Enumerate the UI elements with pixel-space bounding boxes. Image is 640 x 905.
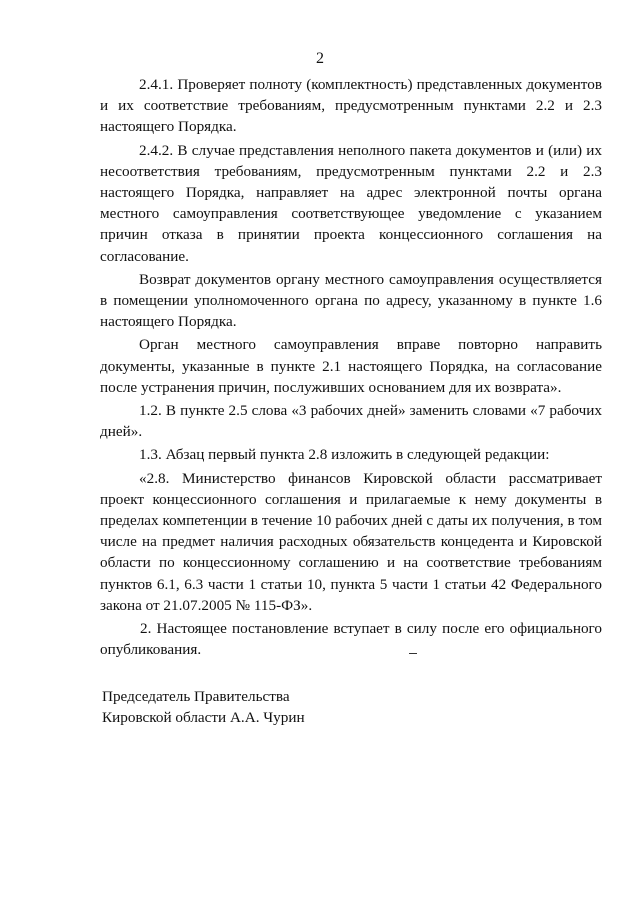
paragraph-2-effective: 2. Настоящее постановление вступает в силу после его официального опубликования. [100, 620, 602, 659]
paragraph-1-2: 1.2. В пункте 2.5 слова «3 рабочих дней» заменить словами «7 рабочих дней». [100, 402, 602, 441]
page-number: 2 [316, 50, 324, 67]
document-body [100, 74, 602, 662]
signature-title: Председатель Правительства [102, 688, 290, 705]
paragraph-1-3: 1.3. Абзац первый пункта 2.8 изложить в следующей редакции: [139, 446, 550, 464]
signature-block [102, 686, 305, 728]
paragraph-resubmit: Орган местного самоуправления вправе повторно направить документы, указанные в пункте 2.1 настоящего Порядка, на согласование после устранения причин, послуживших основанием для их возврата». [100, 336, 602, 396]
paragraph-2-4-1: 2.4.1. Проверяет полноту (комплектность) представленных документов и их соответствие требованиям, предусмотренным пунктами 2.2 и 2.3 настоящего Порядка. [100, 76, 602, 136]
paragraph-2-4-2: 2.4.2. В случае представления неполного пакета документов и (или) их несоответствия требованиям, предусмотренным пунктами 2.2 и 2.3 настоящего Порядка, направляет на адрес электронной почты органа местного самоуправления соответствующее уведомление с указанием причин отказа в принятии проекта концессионного соглашения на согласование. [100, 141, 602, 265]
paragraph-2-8: «2.8. Министерство финансов Кировской области рассматривает проект концессионного соглашения и прилагаемые к нему документы в пределах компетенции в течение 10 рабочих дней с даты их получения, в том числе на предмет наличия расходных обязательств концедента и Кировской области по концессионному соглашению и на соответствие требованиям пунктов 6.1, 6.3 части 1 статьи 10, пункта 5 части 1 статьи 42 Федерального закона от 21.07.2005 № 115-ФЗ». [100, 469, 602, 614]
dash-mark [409, 653, 417, 654]
paragraph-return-docs: Возврат документов органу местного самоуправления осуществляется в помещении уполномоченного органа по адресу, указанному в пункте 1.6 настоящего Порядка. [100, 270, 602, 331]
signature-name: Кировской области А.А. Чурин [102, 709, 305, 726]
